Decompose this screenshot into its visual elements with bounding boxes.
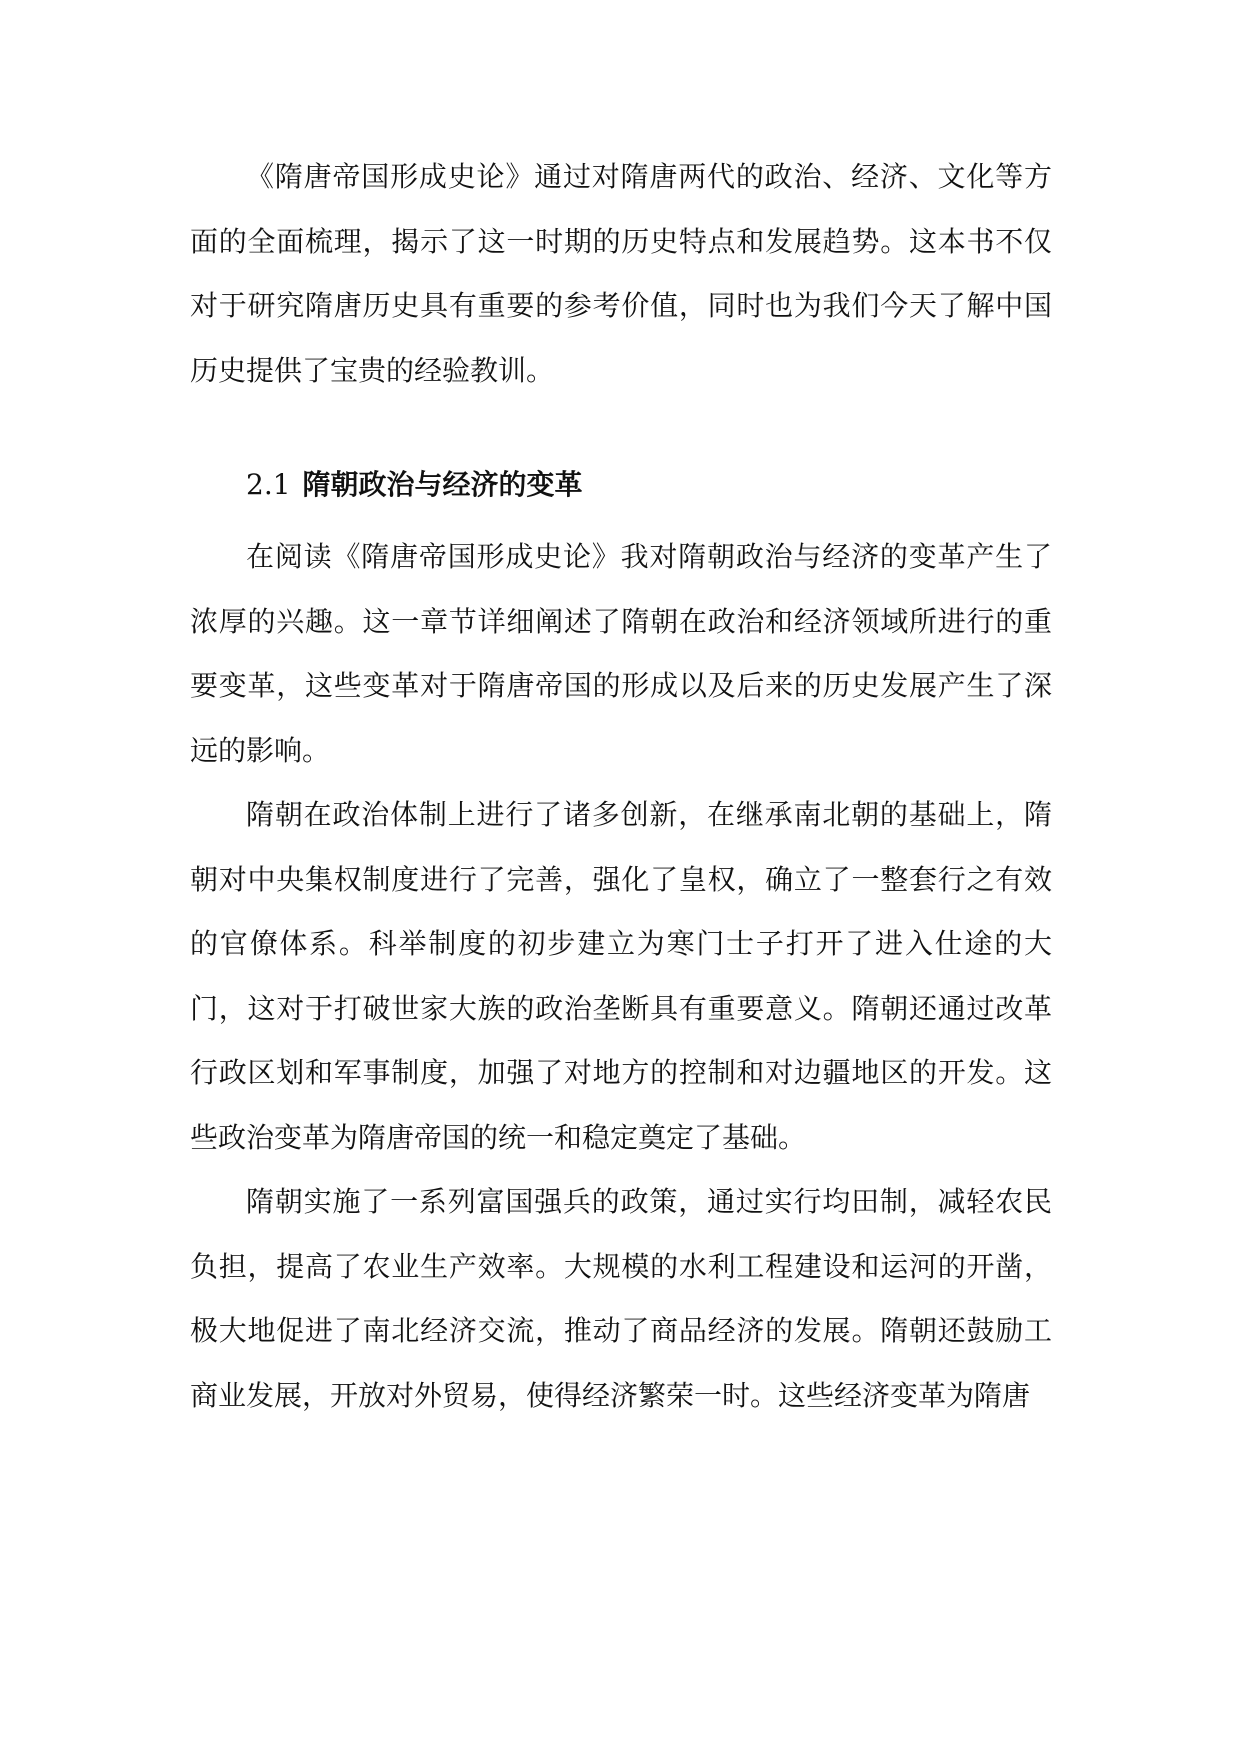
paragraph: 隋朝实施了一系列富国强兵的政策，通过实行均田制，减轻农民负担，提高了农业生产效率。大规模的水利工程建设和运河的开凿，极大地促进了南北经济交流，推动了商品经济的发展。隋朝还鼓励工商业发展，开放对外贸易，使得经济繁荣一时。这些经济变革为隋唐 — [190, 1185, 1052, 1412]
paragraph: 隋朝在政治体制上进行了诸多创新，在继承南北朝的基础上，隋朝对中央集权制度进行了完善，强化了皇权，确立了一整套行之有效的官僚体系。科举制度的初步建立为寒门士子打开了进入仕途的大门，这对于打破世家大族的政治垄断具有重要意义。隋朝还通过改革行政区划和军事制度，加强了对地方的控制和对边疆地区的开发。这些政治变革为隋唐帝国的统一和稳定奠定了基础。 — [190, 798, 1052, 1154]
section-title: 隋朝政治与经济的变革 — [302, 468, 583, 501]
paragraph-intro: 《隋唐帝国形成史论》通过对隋唐两代的政治、经济、文化等方面的全面梳理，揭示了这一时期的历史特点和发展趋势。这本书不仅对于研究隋唐历史具有重要的参考价值，同时也为我们今天了解中国历史提供了宝贵的经验教训。 — [190, 160, 1052, 387]
paragraph: 在阅读《隋唐帝国形成史论》我对隋朝政治与经济的变革产生了浓厚的兴趣。这一章节详细阐述了隋朝在政治和经济领域所进行的重要变革，这些变革对于隋唐帝国的形成以及后来的历史发展产生了深远的影响。 — [190, 540, 1052, 767]
section-heading — [190, 453, 1052, 517]
heading-spacer — [190, 517, 1052, 525]
document-page — [190, 145, 1052, 1428]
section-number: 2.1 — [246, 468, 291, 501]
section-gap — [190, 403, 1052, 453]
